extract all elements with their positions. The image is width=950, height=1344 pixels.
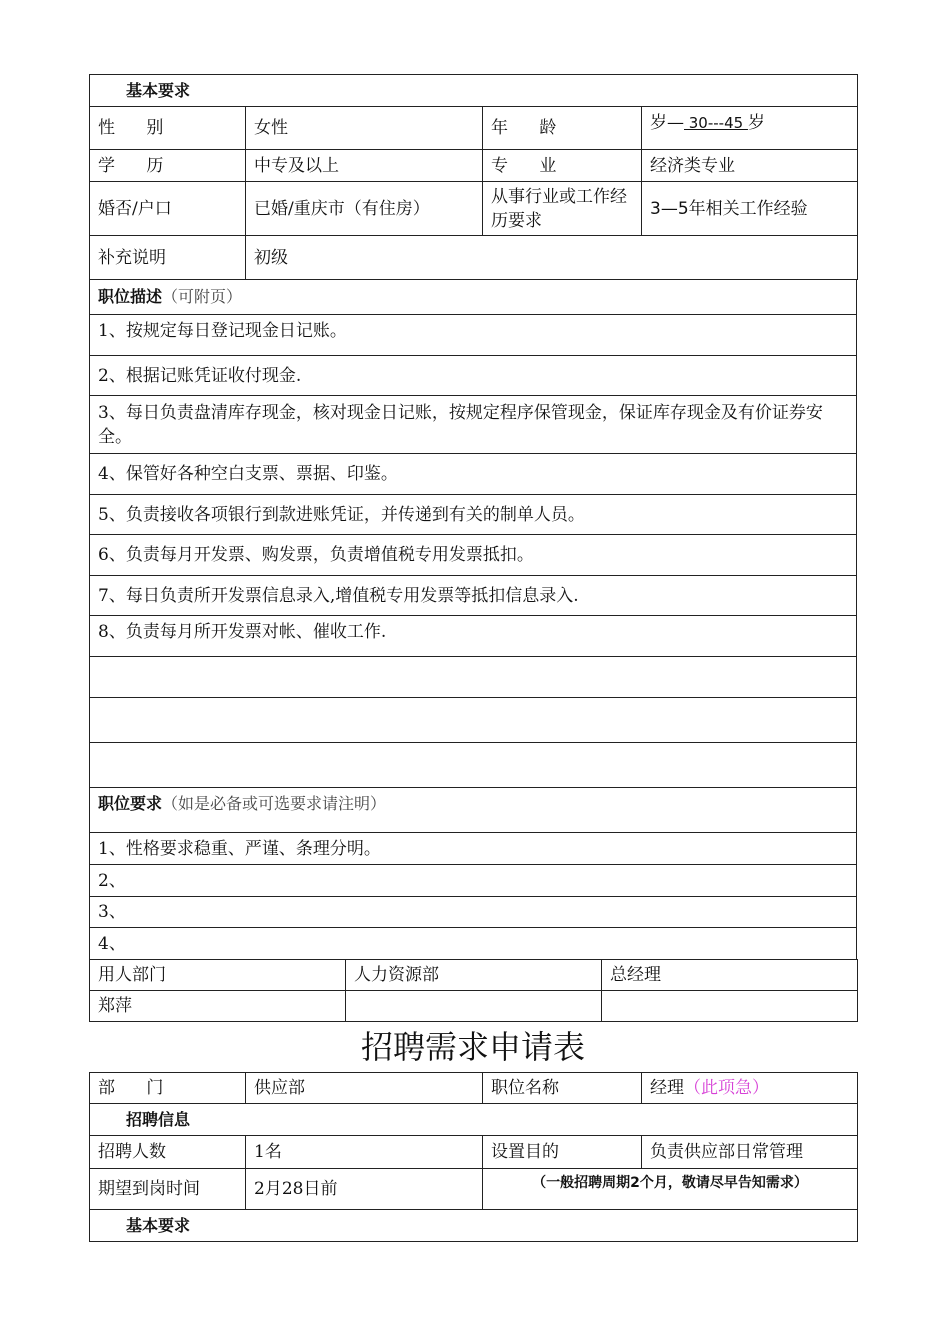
recruit-info-header: 招聘信息: [90, 1104, 858, 1136]
extra-label: 补充说明: [90, 236, 246, 280]
description-item[interactable]: 3、每日负责盘清库存现金，核对现金日记账，按规定程序保管现金，保证库存现金及有价证券安全。: [90, 396, 857, 454]
job-requirements-header: [90, 788, 857, 833]
description-empty-row[interactable]: [90, 743, 857, 788]
job-requirements-title: 职位要求: [98, 794, 163, 813]
requirement-item[interactable]: 2、: [90, 865, 857, 897]
count-label: 招聘人数: [90, 1136, 246, 1169]
description-item[interactable]: 8、负责每月所开发票对帐、催收工作.: [90, 616, 857, 657]
age-value[interactable]: [642, 107, 858, 150]
age-prefix: 岁—: [650, 113, 684, 133]
recruitment-sheet: [89, 74, 857, 1242]
gender-label: 性 别: [90, 107, 246, 150]
description-item[interactable]: 1、按规定每日登记现金日记账。: [90, 315, 857, 356]
recruitment-request-table: [89, 1072, 858, 1242]
hr-signature-field[interactable]: [346, 991, 602, 1022]
age-label: 年 龄: [483, 107, 642, 150]
urgent-note: （此项急）: [684, 1078, 769, 1098]
recruit-cycle-note: （一般招聘周期2个月，敬请尽早告知需求）: [483, 1169, 858, 1210]
age-range: 30---45: [684, 114, 748, 132]
education-value[interactable]: 中专及以上: [246, 150, 483, 182]
dept-sign-label: 用人部门: [90, 960, 346, 991]
marital-value[interactable]: 已婚/重庆市（有住房）: [246, 182, 483, 236]
form-title: 招聘需求申请表: [360, 1028, 585, 1066]
requirement-item[interactable]: 3、: [90, 897, 857, 928]
description-empty-row[interactable]: [90, 698, 857, 743]
hr-sign-label: 人力资源部: [346, 960, 602, 991]
dept-signer[interactable]: 郑萍: [90, 991, 346, 1022]
position-label: 职位名称: [483, 1073, 642, 1104]
signature-table: [89, 959, 858, 1022]
purpose-label: 设置目的: [483, 1136, 642, 1169]
education-label: 学 历: [90, 150, 246, 182]
job-description-header: [90, 280, 857, 315]
extra-value[interactable]: 初级: [246, 236, 858, 280]
purpose-value[interactable]: 负责供应部日常管理: [642, 1136, 858, 1169]
experience-label: 从事行业或工作经历要求: [483, 182, 642, 236]
description-item[interactable]: 2、根据记账凭证收付现金.: [90, 356, 857, 396]
job-requirements-note: （如是必备或可选要求请注明）: [162, 794, 387, 813]
position-name: 经理: [650, 1078, 684, 1098]
gm-sign-label: 总经理: [602, 960, 858, 991]
description-item[interactable]: 7、每日负责所开发票信息录入,增值税专用发票等抵扣信息录入.: [90, 576, 857, 616]
major-label: 专 业: [483, 150, 642, 182]
job-description-table: [89, 279, 857, 960]
basic-requirements-header: 基本要求: [90, 75, 858, 107]
job-description-note: （可附页）: [162, 287, 243, 306]
marital-label: 婚否/户口: [90, 182, 246, 236]
job-description-title: 职位描述: [98, 287, 163, 306]
arrival-date-value[interactable]: 2月28日前: [246, 1169, 483, 1210]
dept-label: 部 门: [90, 1073, 246, 1104]
description-item[interactable]: 4、保管好各种空白支票、票据、印鉴。: [90, 454, 857, 495]
age-suffix: 岁: [747, 113, 765, 133]
requirement-item[interactable]: 1、性格要求稳重、严谨、条理分明。: [90, 833, 857, 865]
position-value[interactable]: [642, 1073, 858, 1104]
basic-requirements-header-2: 基本要求: [90, 1210, 858, 1242]
basic-requirements-table: [89, 74, 858, 280]
gm-signature-field[interactable]: [602, 991, 858, 1022]
description-item[interactable]: 5、负责接收各项银行到款进账凭证，并传递到有关的制单人员。: [90, 495, 857, 535]
requirement-item[interactable]: 4、: [90, 928, 857, 960]
experience-value[interactable]: 3—5年相关工作经验: [642, 182, 858, 236]
description-item[interactable]: 6、负责每月开发票、购发票，负责增值税专用发票抵扣。: [90, 535, 857, 576]
count-value[interactable]: 1名: [246, 1136, 483, 1169]
major-value[interactable]: 经济类专业: [642, 150, 858, 182]
description-empty-row[interactable]: [90, 657, 857, 698]
gender-value[interactable]: 女性: [246, 107, 483, 150]
arrival-date-label: 期望到岗时间: [90, 1169, 246, 1210]
dept-value[interactable]: 供应部: [246, 1073, 483, 1104]
